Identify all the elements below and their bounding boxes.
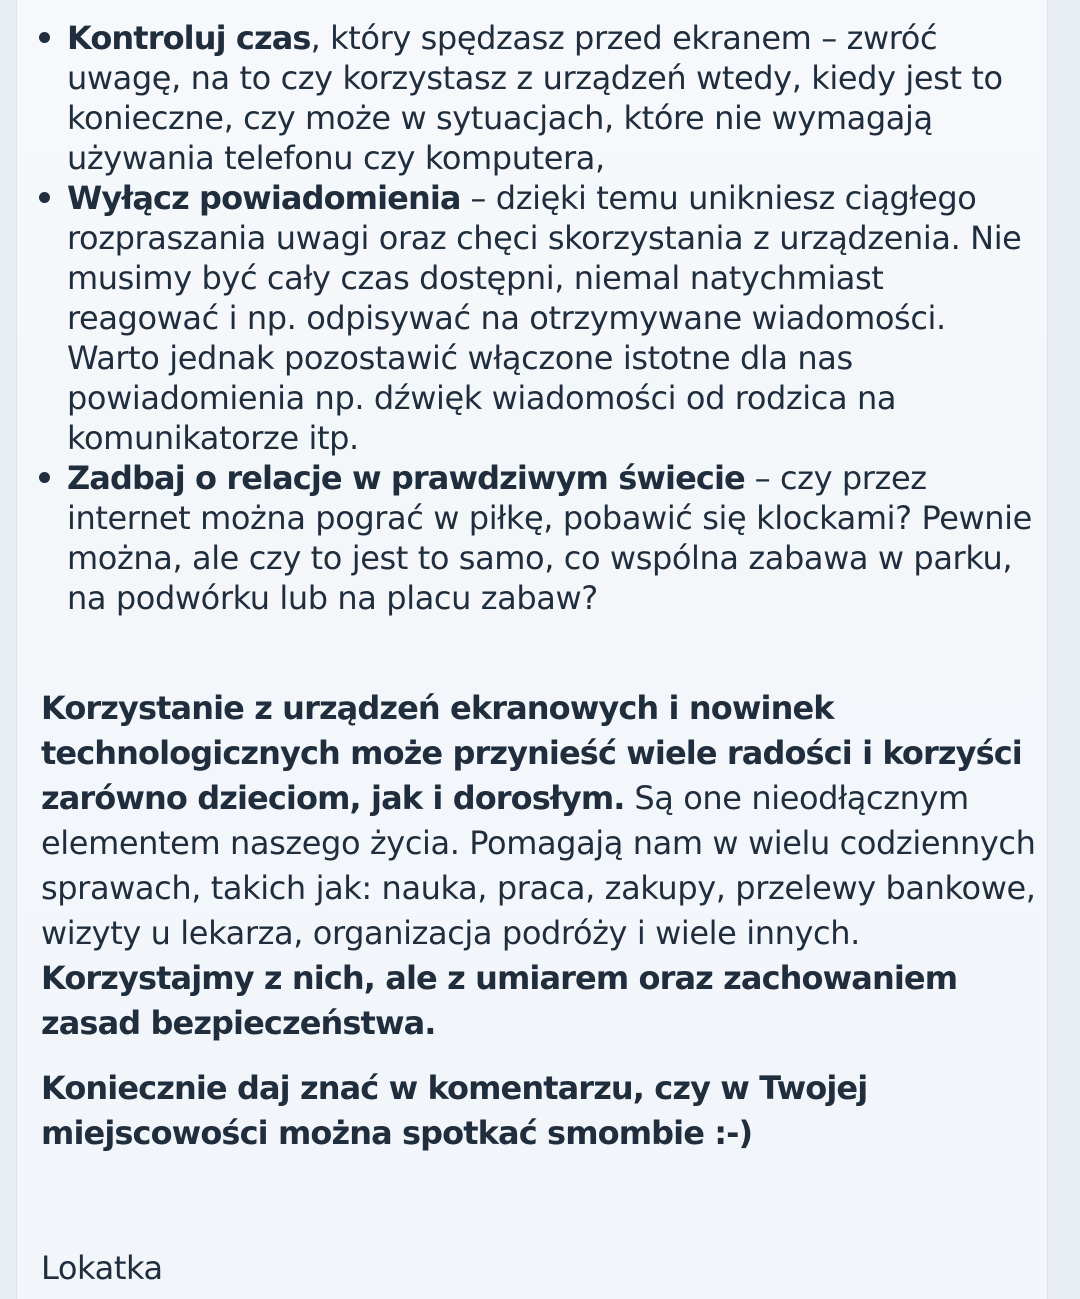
tip-heading: Zadbaj o relacje w prawdziwym świecie [67,459,745,497]
list-item [17,458,1049,618]
bullet-dot-icon [39,472,50,483]
summary-bold-outro: Korzystajmy z nich, ale z umiarem oraz zachowaniem zasad bezpieczeństwa. [41,959,958,1042]
author-signature: Lokatka [41,1249,163,1287]
tip-text: – dzięki temu unikniesz ciągłego rozpraszania uwagi oraz chęci skorzystania z urządzenia. Nie musimy być cały czas dostępni, niemal natychmiast reagować i np. odpisywać na otrzymywane wiadomości. Warto jednak pozostawić włączone istotne dla nas powiadomienia np. dźwięk wiadomości od rodzica na komunikatorze itp. [67,179,1022,457]
tips-list [17,18,1049,618]
list-item [17,18,1049,178]
call-to-action-text: Koniecznie daj znać w komentarzu, czy w Twojej miejscowości można spotkać smombie :-) [41,1069,868,1152]
tip-text: , który spędzasz przed ekranem – zwróć uwagę, na to czy korzystasz z urządzeń wtedy, kiedy jest to konieczne, czy może w sytuacjach, które nie wymagają używania telefonu czy komputera, [67,19,1003,177]
summary-text: Są one nieodłącznym elementem naszego życia. Pomagają nam w wielu codziennych sprawach, takich jak: nauka, praca, zakupy, przelewy bankowe, wizyty u lekarza, organizacja podróży i wiele innych. [41,779,1036,952]
summary-bold-intro: Korzystanie z urządzeń ekranowych i nowinek technologicznych może przynieść wiele radości i korzyści zarówno dzieciom, jak i dorosłym. [41,689,1022,817]
bullet-dot-icon [39,32,50,43]
tip-heading: Kontroluj czas [67,19,311,57]
call-to-action [41,1066,1041,1156]
tip-text: – czy przez internet można pograć w piłkę, pobawić się klockami? Pewnie można, ale czy to jest to samo, co wspólna zabawa w parku, na podwórku lub na placu zabaw? [67,459,1032,617]
tip-heading: Wyłącz powiadomienia [67,179,461,217]
bullet-dot-icon [39,192,50,203]
article-body [16,0,1048,1299]
list-item [17,178,1049,458]
summary-paragraph [41,686,1041,1046]
